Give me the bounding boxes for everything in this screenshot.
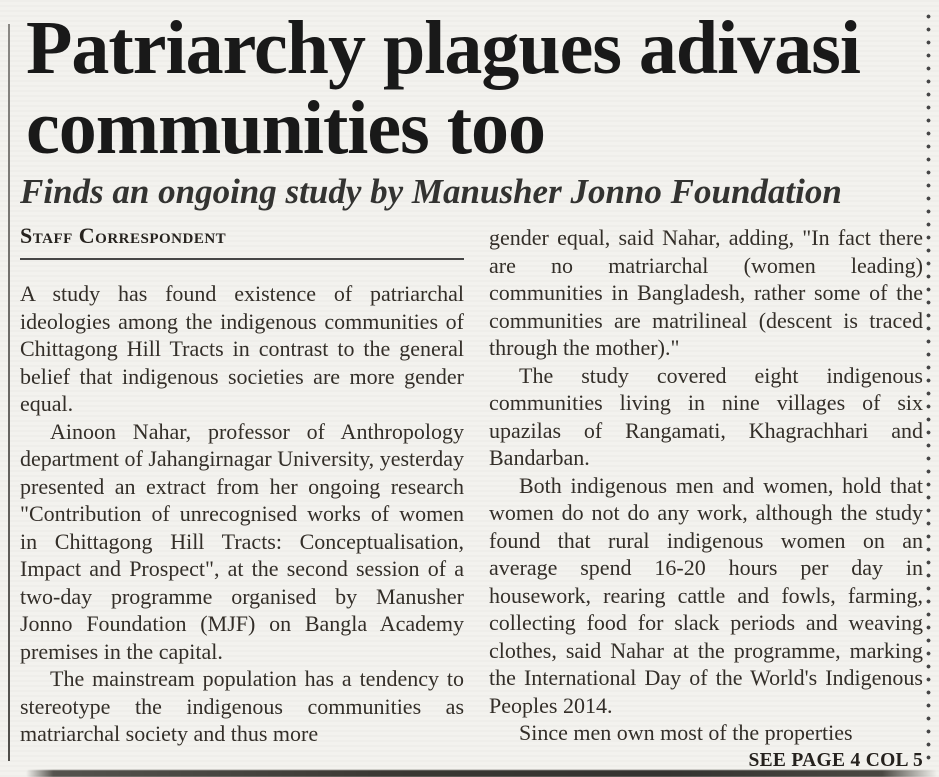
paragraph: Both indigenous men and women, hold that women do not do any work, although the study found that rural indigenous women on an average spend 16-20 hours per day in housework, rearing cattle and fowls, farming, collecting food for slack periods and weaving clothes, said Nahar at the programme, marking the International Day of the World's Indigenous Peoples 2014. — [489, 472, 923, 718]
column-right — [489, 224, 923, 775]
column-left — [20, 224, 464, 775]
byline: Staff Correspondent — [20, 223, 227, 248]
byline-rule — [20, 258, 464, 260]
paragraph: A study has found existence of patriarchal ideologies among the indigenous communities of Chittagong Hill Tracts in contrast to the general belief that indigenous societies are more gender equal. — [20, 281, 464, 416]
article — [20, 0, 923, 775]
byline-wrap — [20, 224, 464, 251]
article-body — [20, 224, 923, 775]
paragraph: gender equal, said Nahar, adding, "In fact there are no matriarchal (women leading) communities in Bangladesh, rather some of the communities are matrilineal (descent is traced through the mother)." — [489, 225, 923, 360]
left-border-rule — [8, 24, 10, 761]
paragraph: Since men own most of the properties — [519, 720, 853, 745]
headline: Patriarchy plagues adivasi communities too — [26, 6, 860, 170]
paragraph: The study covered eight indigenous communities living in nine villages of six upazilas of Rangamati, Khagrachhari and Bandarban. — [489, 362, 923, 470]
continuation-note: SEE PAGE 4 COL 5 — [748, 749, 923, 771]
right-dotted-border — [926, 14, 931, 765]
subheadline: Finds an ongoing study by Manusher Jonno Foundation — [20, 172, 842, 211]
paragraph: The mainstream population has a tendency to stereotype the indigenous communities as matriarchal society and thus more — [20, 666, 464, 746]
paragraph: Ainoon Nahar, professor of Anthropology department of Jahangirnagar University, yesterday presented an extract from her ongoing research "Contribution of unrecognised works of women in Chittagong Hill Tracts: Conceptualisation, Impact and Prospect", at the second session of a two-day programme organised by Manusher Jonno Foundation (MJF) on Bangla Academy premises in the capital. — [20, 418, 464, 664]
